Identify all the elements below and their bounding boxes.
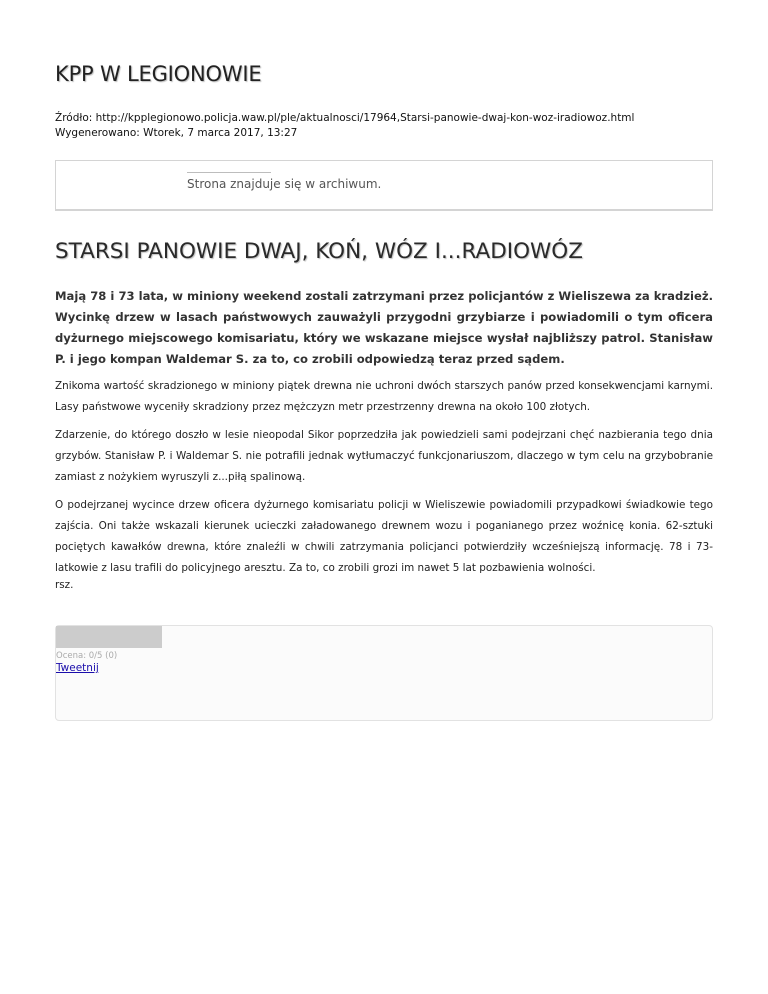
article-paragraph-3: O podejrzanej wycince drzew oficera dyżurnego komisariatu policji w Wieliszewie powiadomili przypadkowi świadkowie tego zajścia. Oni także wskazali kierunek ucieczki załadowanego drewnem wozu i poganianego przez woźnicę konia. 62-sztuki pociętych kawałków drewna, które znaleźli w chwili zatrzymania policjanci potwierdziły wcześniejszą informację. 78 i 73-latkowie z lasu trafili do policyjnego aresztu. Za to, co zrobili grozi im nawet 5 lat pozbawienia wolności. [55, 499, 713, 574]
generated-date: Wygenerowano: Wtorek, 7 marca 2017, 13:27 [55, 127, 298, 139]
archive-notice-box [55, 160, 713, 211]
article-signature: rsz. [55, 579, 74, 591]
source-url: Źródło: http://kpplegionowo.policja.waw.pl/ple/aktualnosci/17964,Starsi-panowie-dwaj-kon-woz-iradiowoz.html [55, 112, 635, 124]
archive-divider [187, 172, 271, 173]
article-lead: Mają 78 i 73 lata, w miniony weekend zostali zatrzymani przez policjantów z Wieliszewa za kradzież. Wycinkę drzew w lasach państwowych zauważyli przygodni grzybiarze i powiadomili o tym oficera dyżurnego miejscowego komisariatu, który we wskazane miejsce wysłał najbliższy patrol. Stanisław P. i jego kompan Waldemar S. za to, co zrobili odpowiedzą teraz przed sądem. [55, 289, 713, 366]
site-title: KPP W LEGIONOWIE [55, 62, 262, 86]
archive-notice: Strona znajduje się w archiwum. [187, 177, 382, 191]
source-meta [55, 111, 634, 141]
tweet-link[interactable]: Tweetnij [56, 662, 99, 674]
article-paragraph-1: Znikoma wartość skradzionego w miniony piątek drewna nie uchroni dwóch starszych panów przed konsekwencjami karnymi. Lasy państwowe wyceniły skradziony przez mężczyzn metr przestrzenny drewna na około 100 złotych. [55, 380, 713, 413]
rating-text: Ocena: 0/5 (0) [56, 651, 118, 661]
rating-panel [55, 625, 713, 721]
rating-bar[interactable] [56, 626, 162, 648]
article-title: STARSI PANOWIE DWAJ, KOŃ, WÓZ I...RADIOWÓZ [55, 239, 583, 264]
article-paragraph-2: Zdarzenie, do którego doszło w lesie nieopodal Sikor poprzedziła jak powiedzieli sami podejrzani chęć nazbierania tego dnia grzybów. Stanisław P. i Waldemar S. nie potrafili jednak wytłumaczyć funkcjonariuszom, dlaczego w tym celu na grzybobranie zamiast z nożykiem wyruszyli z...piłą spalinową. [55, 429, 713, 483]
